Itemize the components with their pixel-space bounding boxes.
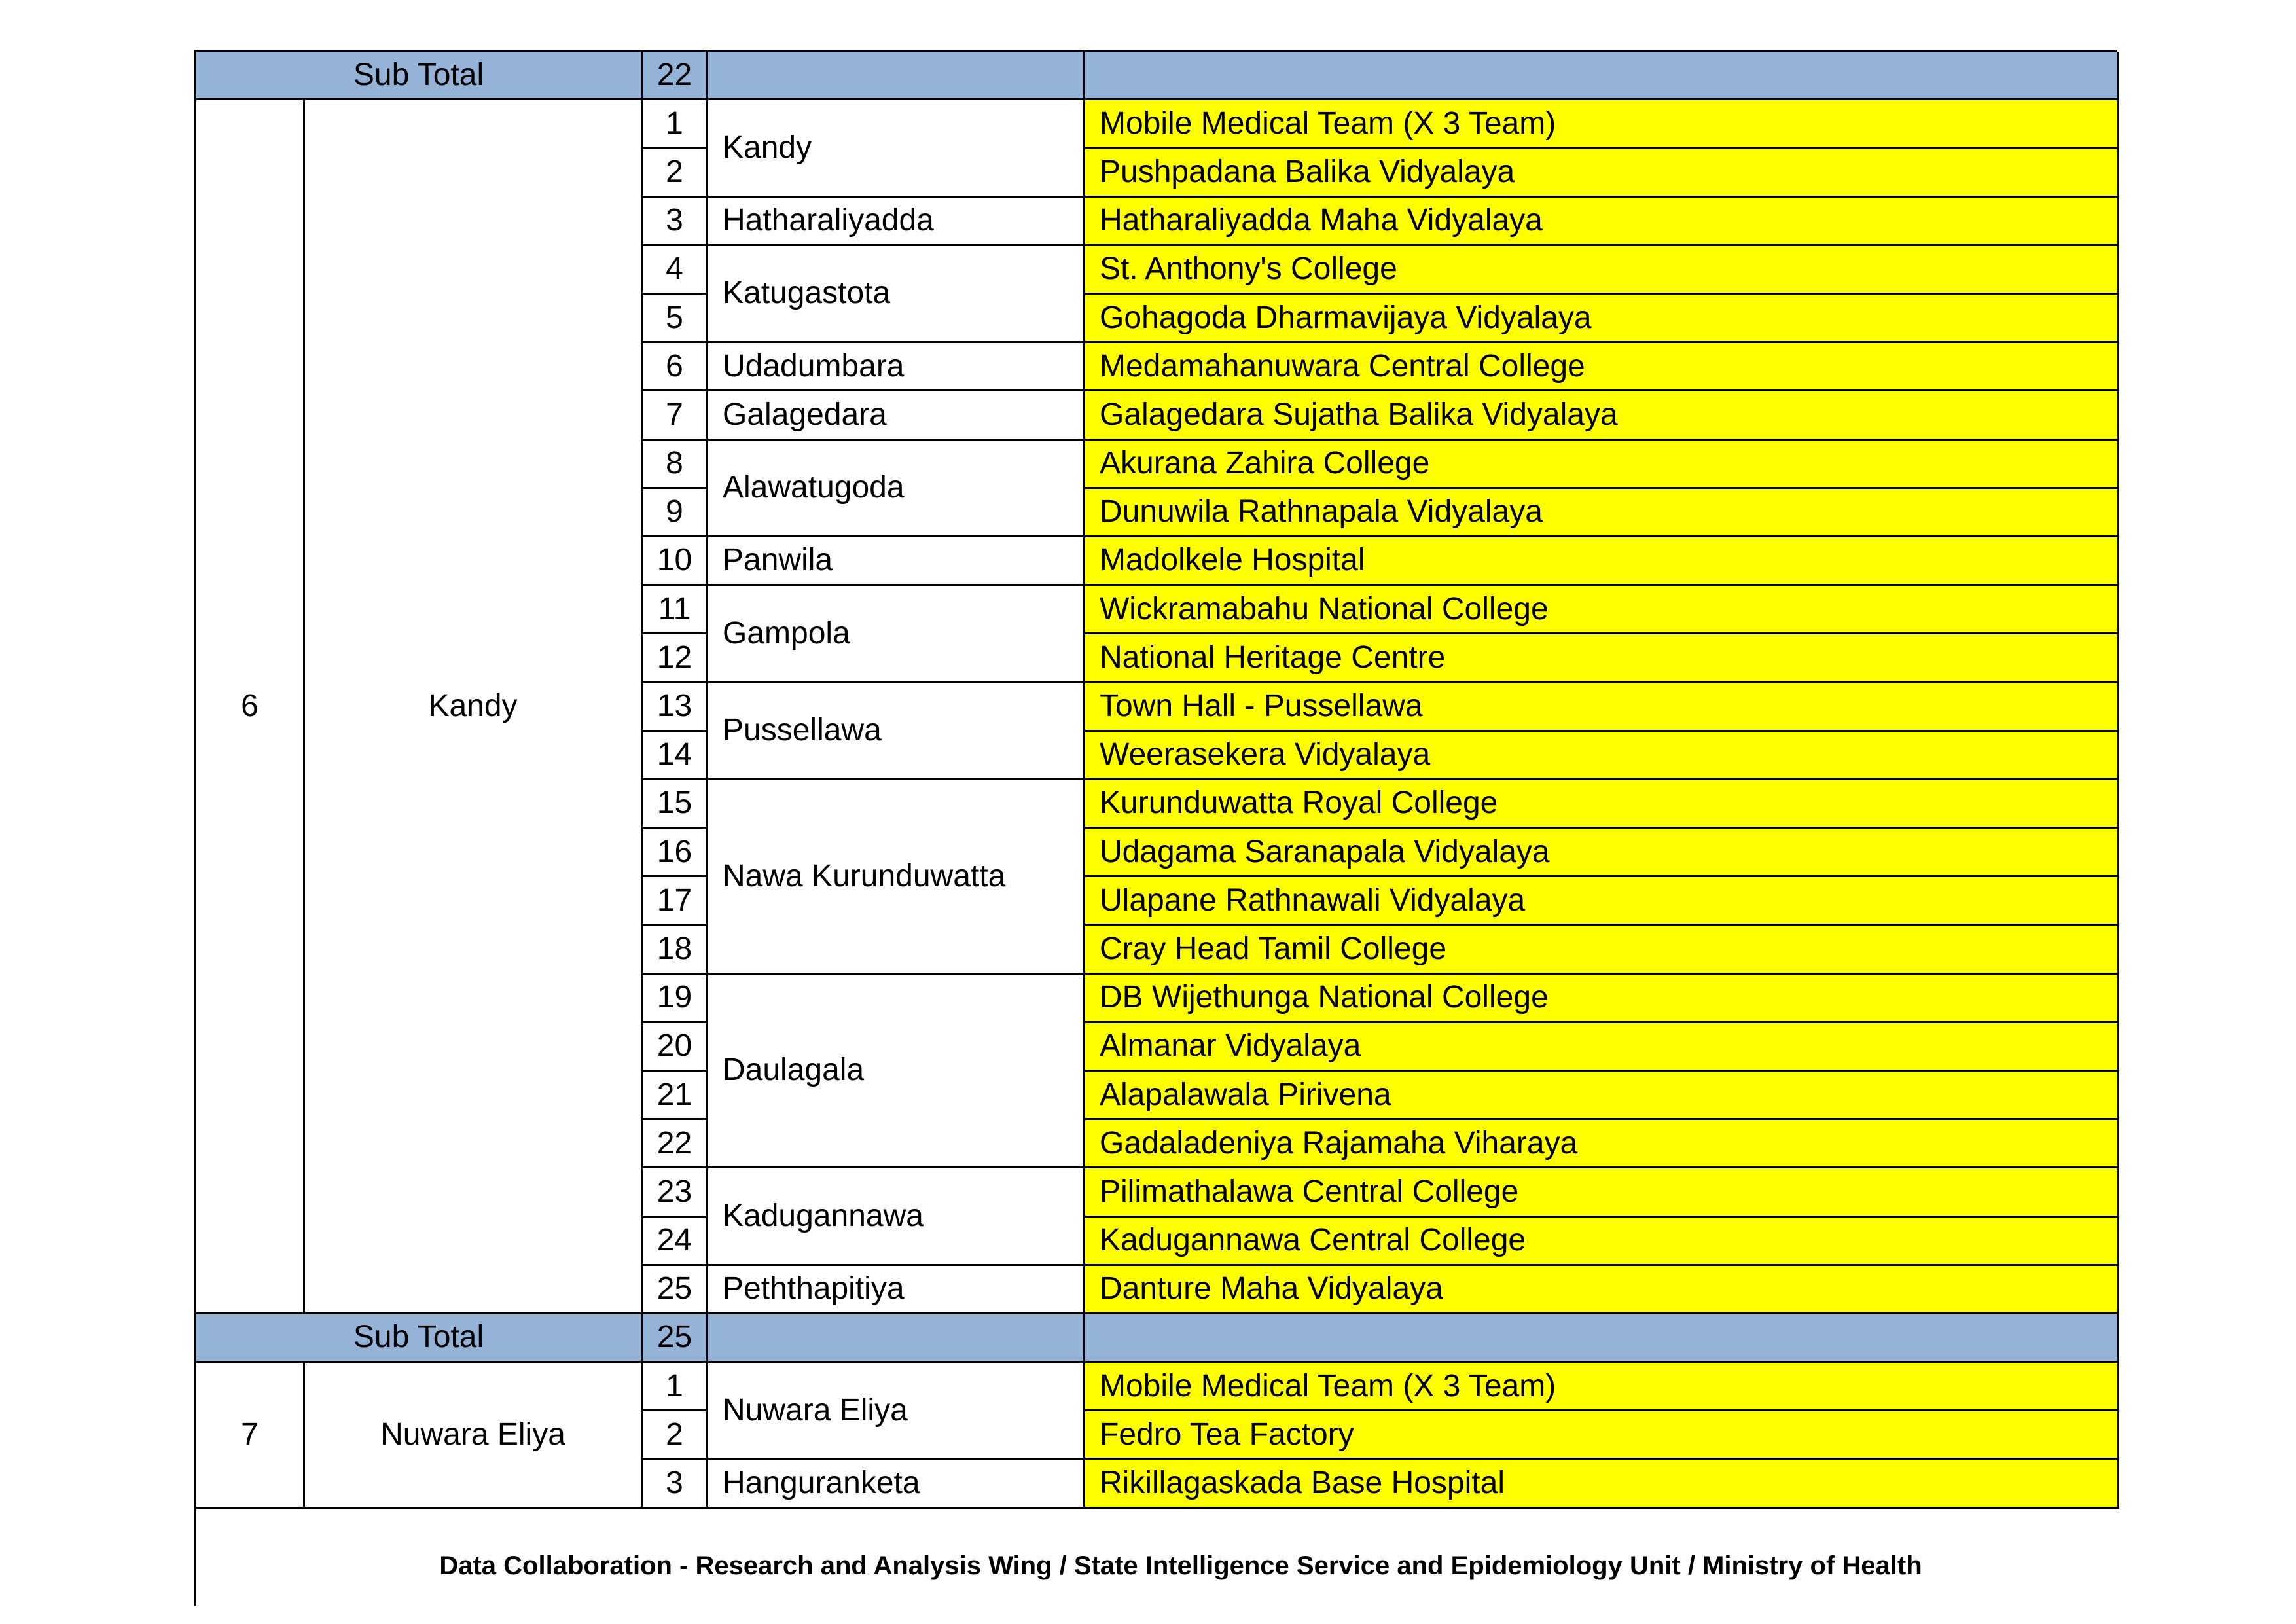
row-number: 8 — [643, 441, 708, 489]
row-number: 19 — [643, 975, 708, 1023]
row-number: 7 — [643, 391, 708, 440]
row-number: 5 — [643, 295, 708, 343]
subtotal-label: Sub Total — [196, 52, 643, 100]
vaccination-centre: Gohagoda Dharmavijaya Vidyalaya — [1085, 295, 2119, 343]
moh-area: Galagedara — [708, 391, 1085, 440]
district-name: Kandy — [305, 100, 643, 1314]
vaccination-centre: Akurana Zahira College — [1085, 441, 2119, 489]
vaccination-centre: Alapalawala Pirivena — [1085, 1072, 2119, 1120]
vaccination-centre: Pilimathalawa Central College — [1085, 1168, 2119, 1217]
row-number: 20 — [643, 1023, 708, 1072]
vaccination-centres-table — [194, 50, 2117, 1606]
row-number: 3 — [643, 1460, 708, 1508]
moh-area: Hanguranketa — [708, 1460, 1085, 1508]
subtotal-blank — [708, 52, 1085, 100]
row-number: 25 — [643, 1266, 708, 1314]
row-number: 22 — [643, 1120, 708, 1168]
row-number: 6 — [643, 343, 708, 391]
row-number: 17 — [643, 877, 708, 926]
district-number: 6 — [196, 100, 305, 1314]
vaccination-centre: Kurunduwatta Royal College — [1085, 780, 2119, 829]
moh-area: Daulagala — [708, 975, 1085, 1169]
row-number: 15 — [643, 780, 708, 829]
moh-area: Nuwara Eliya — [708, 1363, 1085, 1460]
vaccination-centre: National Heritage Centre — [1085, 634, 2119, 683]
row-number: 16 — [643, 829, 708, 877]
vaccination-centre: Rikillagaskada Base Hospital — [1085, 1460, 2119, 1508]
row-number: 24 — [643, 1218, 708, 1266]
row-number: 21 — [643, 1072, 708, 1120]
moh-area: Katugastota — [708, 246, 1085, 343]
row-number: 3 — [643, 198, 708, 246]
moh-area: Alawatugoda — [708, 441, 1085, 537]
vaccination-centre: Fedro Tea Factory — [1085, 1411, 2119, 1460]
subtotal-count: 25 — [643, 1314, 708, 1363]
vaccination-centre: Ulapane Rathnawali Vidyalaya — [1085, 877, 2119, 926]
vaccination-centre: Almanar Vidyalaya — [1085, 1023, 2119, 1072]
vaccination-centre: Mobile Medical Team (X 3 Team) — [1085, 100, 2119, 149]
row-number: 1 — [643, 1363, 708, 1411]
vaccination-centre: Medamahanuwara Central College — [1085, 343, 2119, 391]
row-number: 14 — [643, 732, 708, 780]
vaccination-centre: Mobile Medical Team (X 3 Team) — [1085, 1363, 2119, 1411]
moh-area: Peththapitiya — [708, 1266, 1085, 1314]
vaccination-centre: Madolkele Hospital — [1085, 537, 2119, 586]
vaccination-centre: Weerasekera Vidyalaya — [1085, 732, 2119, 780]
moh-area: Kandy — [708, 100, 1085, 197]
row-number: 2 — [643, 1411, 708, 1460]
footer-credit: Data Collaboration - Research and Analysis Wing / State Intelligence Service and Epidemiology Unit / Ministry of Health — [439, 1551, 1922, 1580]
subtotal-label: Sub Total — [196, 1314, 643, 1363]
subtotal-blank — [1085, 52, 2119, 100]
moh-area: Nawa Kurunduwatta — [708, 780, 1085, 975]
moh-area: Hatharaliyadda — [708, 198, 1085, 246]
row-number: 11 — [643, 586, 708, 634]
vaccination-centre: Gadaladeniya Rajamaha Viharaya — [1085, 1120, 2119, 1168]
vaccination-centre: Cray Head Tamil College — [1085, 926, 2119, 974]
moh-area: Gampola — [708, 586, 1085, 683]
row-number: 18 — [643, 926, 708, 974]
row-number: 4 — [643, 246, 708, 295]
vaccination-centre: Kadugannawa Central College — [1085, 1218, 2119, 1266]
row-number: 23 — [643, 1168, 708, 1217]
moh-area: Panwila — [708, 537, 1085, 586]
subtotal-blank — [1085, 1314, 2119, 1363]
vaccination-centre: Hatharaliyadda Maha Vidyalaya — [1085, 198, 2119, 246]
vaccination-centre: Town Hall - Pussellawa — [1085, 683, 2119, 731]
row-number: 12 — [643, 634, 708, 683]
district-number: 7 — [196, 1363, 305, 1509]
vaccination-centre: Dunuwila Rathnapala Vidyalaya — [1085, 489, 2119, 537]
vaccination-centre: DB Wijethunga National College — [1085, 975, 2119, 1023]
vaccination-centre: St. Anthony's College — [1085, 246, 2119, 295]
moh-area: Udadumbara — [708, 343, 1085, 391]
moh-area: Pussellawa — [708, 683, 1085, 780]
vaccination-centre: Danture Maha Vidyalaya — [1085, 1266, 2119, 1314]
vaccination-centre: Wickramabahu National College — [1085, 586, 2119, 634]
subtotal-count: 22 — [643, 52, 708, 100]
row-number: 1 — [643, 100, 708, 149]
district-name: Nuwara Eliya — [305, 1363, 643, 1509]
moh-area: Kadugannawa — [708, 1168, 1085, 1265]
vaccination-centre: Udagama Saranapala Vidyalaya — [1085, 829, 2119, 877]
vaccination-centre: Galagedara Sujatha Balika Vidyalaya — [1085, 391, 2119, 440]
subtotal-blank — [708, 1314, 1085, 1363]
row-number: 2 — [643, 149, 708, 197]
row-number: 10 — [643, 537, 708, 586]
row-number: 13 — [643, 683, 708, 731]
row-number: 9 — [643, 489, 708, 537]
vaccination-centre: Pushpadana Balika Vidyalaya — [1085, 149, 2119, 197]
